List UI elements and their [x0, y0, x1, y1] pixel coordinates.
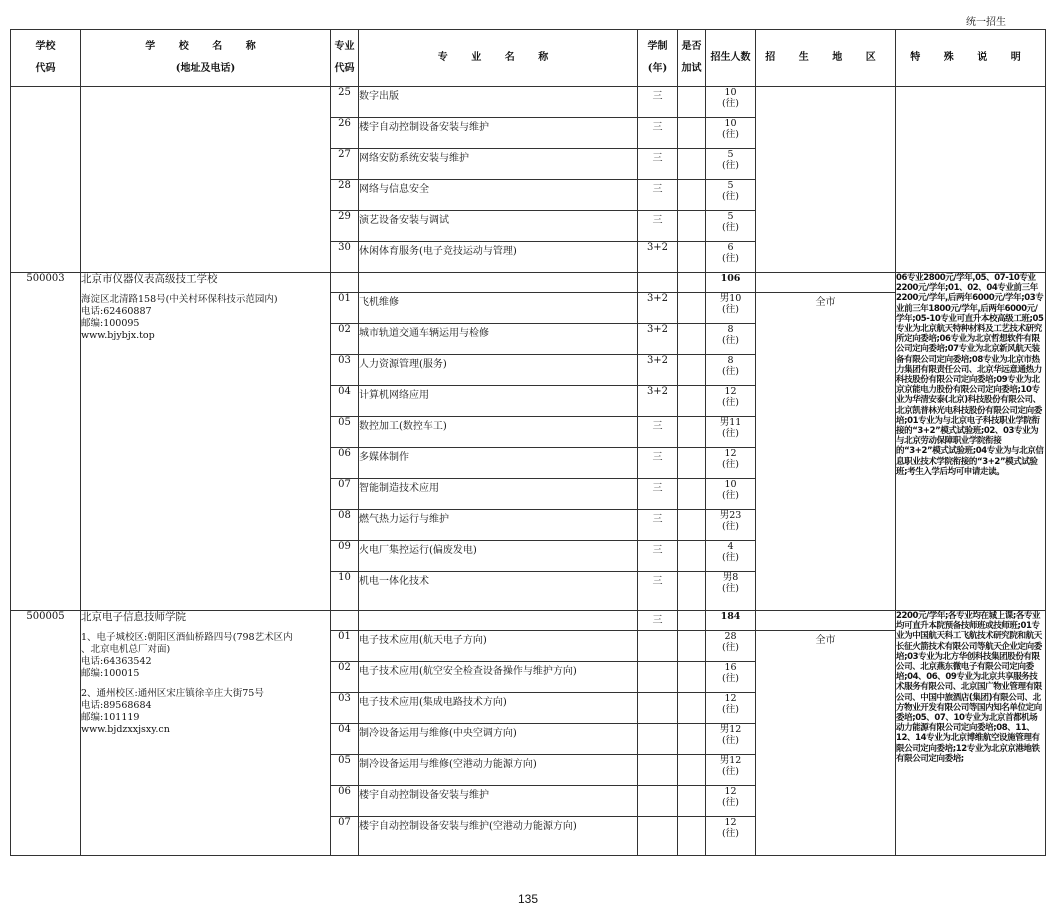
enrollment-number: 男23	[719, 510, 742, 521]
major-code: 06	[331, 786, 359, 817]
admissions-table	[10, 29, 1046, 856]
header-school-name: 学 校 名 称 (地址及电话)	[81, 30, 331, 87]
enrollment-unit: (往)	[722, 552, 739, 563]
enrollment-count	[706, 693, 756, 724]
enrollment-unit: (往)	[722, 735, 739, 746]
enrollment-count	[706, 662, 756, 693]
enrollment-count	[706, 324, 756, 355]
study-years: 3+2	[638, 242, 678, 273]
enrollment-count	[706, 448, 756, 479]
major-name: 计算机网络应用	[359, 386, 638, 417]
study-years: 三	[638, 180, 678, 211]
major-name: 网络与信息安全	[359, 180, 638, 211]
major-name: 智能制造技术应用	[359, 479, 638, 510]
enrollment-count	[706, 541, 756, 572]
study-years: 3+2	[638, 293, 678, 324]
special-notes: 06专业2800元/学年,05、07-10专业2200元/学年;01、02、04专业前三年2200元/学年,后两年6000元/学年;03专业前三年1800元/学年,后两年6000元/学年;05-10专业可直升本校高级工班;05专业为北京航天特种材料及工艺技术研究所定向委培;06专业为北京哲想软件有限公司定向委培;07专业为北京新风航天装备有限公司定向委培;08专业为北京市热力集团有限责任公司、北京华远意通热力科技股份有限公司定向委培;09专业为北京京能电力股份有限公司定向委培;10专业为华清安泰(北京)科技股份有限公司、北京凯普林光电科技股份有限公司定向委培;01专业为与北京电子科技职业学院衔接的“3+2”模式试验班;02、03专业为与北京劳动保障职业学院衔接的“3+2”模式试验班;04专业为与北京信息职业技术学院衔接的“3+2”模式试验班;考生入学后均可申请走读。	[896, 273, 1046, 611]
major-name: 燃气热力运行与维护	[359, 510, 638, 541]
extra-exam-cell	[678, 662, 706, 693]
enrollment-count	[706, 293, 756, 324]
extra-exam-cell	[678, 149, 706, 180]
region-cell	[756, 611, 896, 631]
enrollment-number: 男10	[719, 293, 742, 304]
major-code: 02	[331, 324, 359, 355]
address-line: 邮编:100015	[81, 668, 140, 679]
extra-exam-cell	[678, 293, 706, 324]
header-region: 招 生 地 区	[756, 30, 896, 87]
extra-exam-cell	[678, 355, 706, 386]
major-name: 休闲体育服务(电子竞技运动与管理)	[359, 242, 638, 273]
major-code: 29	[331, 211, 359, 242]
major-code: 28	[331, 180, 359, 211]
enrollment-count	[706, 87, 756, 118]
study-years: 3+2	[638, 324, 678, 355]
study-years: 3+2	[638, 355, 678, 386]
extra-exam-cell	[678, 631, 706, 662]
major-name: 制冷设备运用与维修(中央空调方向)	[359, 724, 638, 755]
school-code-cell	[11, 87, 81, 273]
major-name: 楼宇自动控制设备安装与维护(空港动力能源方向)	[359, 817, 638, 856]
enrollment-unit: (往)	[722, 191, 739, 202]
campus-info	[81, 688, 330, 736]
enrollment-unit: (往)	[722, 583, 739, 594]
enrollment-number: 6	[727, 242, 734, 253]
notes-cell	[896, 87, 1046, 273]
extra-exam-cell	[678, 693, 706, 724]
extra-exam-cell	[678, 510, 706, 541]
enrollment-unit: (往)	[722, 704, 739, 715]
table-header	[11, 30, 1046, 87]
header-major-name: 专 业 名 称	[359, 30, 638, 87]
campus-info	[81, 294, 330, 342]
major-name: 电子技术应用(集成电路技术方向)	[359, 693, 638, 724]
major-code: 26	[331, 118, 359, 149]
extra-exam-cell	[678, 755, 706, 786]
major-name: 飞机维修	[359, 293, 638, 324]
enrollment-region: 全市	[756, 631, 896, 856]
address-line: 2、通州校区:通州区宋庄镇徐辛庄大街75号	[81, 688, 264, 699]
address-line: 1、电子城校区:朝阳区酒仙桥路四号(798艺术区内	[81, 632, 293, 643]
study-years	[638, 724, 678, 755]
major-code: 03	[331, 693, 359, 724]
extra-exam-cell	[678, 572, 706, 611]
enrollment-number: 男12	[719, 755, 742, 766]
major-code: 03	[331, 355, 359, 386]
table-row	[11, 87, 1046, 118]
address-line: 海淀区北清路158号(中关村环保科技示范园内)	[81, 294, 278, 305]
study-years: 三	[638, 149, 678, 180]
address-line: 电话:89568684	[81, 700, 152, 711]
major-name: 数控加工(数控车工)	[359, 417, 638, 448]
enrollment-number: 8	[727, 355, 734, 366]
enrollment-number: 5	[727, 149, 734, 160]
top-note: 统一招生	[966, 17, 1006, 28]
enrollment-count	[706, 211, 756, 242]
enrollment-region: 全市	[756, 293, 896, 611]
extra-exam-cell	[678, 180, 706, 211]
major-name: 电子技术应用(航空安全检查设备操作与维护方向)	[359, 662, 638, 693]
study-years: 三	[638, 572, 678, 611]
header-extra-exam: 是否 加试	[678, 30, 706, 87]
enrollment-number: 男12	[719, 724, 742, 735]
major-code: 10	[331, 572, 359, 611]
major-code-empty	[331, 273, 359, 293]
school-name: 北京电子信息技师学院	[81, 611, 186, 623]
extra-exam-cell	[678, 724, 706, 755]
total-enrollment: 184	[706, 611, 756, 631]
enrollment-unit: (往)	[722, 129, 739, 140]
enrollment-count	[706, 572, 756, 611]
enrollment-unit: (往)	[722, 490, 739, 501]
enrollment-count	[706, 149, 756, 180]
header-enrollment: 招生人数	[706, 30, 756, 87]
enrollment-unit: (往)	[722, 253, 739, 264]
extra-exam-cell	[678, 817, 706, 856]
enrollment-number: 12	[724, 817, 737, 828]
major-code: 08	[331, 510, 359, 541]
extra-exam-cell	[678, 87, 706, 118]
region-cell	[756, 87, 896, 273]
major-name-empty	[359, 611, 638, 631]
enrollment-unit: (往)	[722, 366, 739, 377]
school-info	[81, 611, 331, 856]
extra-exam-cell	[678, 541, 706, 572]
special-notes: 2200元/学年;各专业均在城上课;各专业均可直升本院预备技师班或技师班;01专业为中国航天科工飞航技术研究院和航天长征火箭技术有限公司等航天企业定向委培;03专业为北方华创科技集团股份有限公司、北京燕东微电子有限公司定向委培;04、06、09专业为北京共享服务技术服务有限公司、北京国广物业管理有限公司、中国中旅酒店(集团)有限公司、北方物业开发有限公司等国内知名单位定向委培;05、07、10专业为北京首都机场动力能源有限公司定向委培;08、11、12、14专业为北京博维航空设施管理有限公司定向委培;12专业为北京京港地铁有限公司定向委培;	[896, 611, 1046, 856]
major-code: 06	[331, 448, 359, 479]
enrollment-unit: (往)	[722, 98, 739, 109]
enrollment-number: 男11	[719, 417, 742, 428]
page-number: 135	[517, 892, 539, 906]
extra-exam-cell	[678, 479, 706, 510]
enrollment-number: 12	[724, 386, 737, 397]
study-years	[638, 755, 678, 786]
enrollment-number: 10	[724, 479, 737, 490]
enrollment-number: 28	[724, 631, 737, 642]
study-years	[638, 693, 678, 724]
enrollment-count	[706, 386, 756, 417]
enrollment-unit: (往)	[722, 160, 739, 171]
extra-exam-cell	[678, 324, 706, 355]
major-name: 楼宇自动控制设备安装与维护	[359, 786, 638, 817]
enrollment-count	[706, 755, 756, 786]
campus-info	[81, 632, 330, 680]
school-info	[81, 273, 331, 611]
study-years: 三	[638, 448, 678, 479]
study-years	[638, 817, 678, 856]
header-years: 学制 (年)	[638, 30, 678, 87]
major-name: 电子技术应用(航天电子方向)	[359, 631, 638, 662]
address-line: 、北京电机总厂对面)	[81, 644, 171, 655]
study-years: 三	[638, 541, 678, 572]
study-years	[638, 786, 678, 817]
major-name: 多媒体制作	[359, 448, 638, 479]
enrollment-count	[706, 180, 756, 211]
table-body	[11, 87, 1046, 856]
enrollment-number: 12	[724, 693, 737, 704]
enrollment-count	[706, 724, 756, 755]
major-code: 04	[331, 724, 359, 755]
header-major-code: 专业 代码	[331, 30, 359, 87]
enrollment-number: 4	[727, 541, 734, 552]
major-name: 机电一体化技术	[359, 572, 638, 611]
major-name: 楼宇自动控制设备安装与维护	[359, 118, 638, 149]
school-name: 北京市仪器仪表高级技工学校	[81, 273, 218, 285]
address-line: 电话:62460887	[81, 306, 152, 317]
major-code: 05	[331, 755, 359, 786]
extra-exam-cell	[678, 211, 706, 242]
school-info-cell	[81, 87, 331, 273]
major-name: 火电厂集控运行(偏废发电)	[359, 541, 638, 572]
region-cell	[756, 273, 896, 293]
major-code: 01	[331, 293, 359, 324]
major-code: 05	[331, 417, 359, 448]
major-name: 数字出版	[359, 87, 638, 118]
enrollment-number: 12	[724, 448, 737, 459]
study-years	[638, 631, 678, 662]
major-code: 09	[331, 541, 359, 572]
major-code: 27	[331, 149, 359, 180]
school-total-row	[11, 611, 1046, 631]
study-years	[638, 662, 678, 693]
enrollment-number: 12	[724, 786, 737, 797]
enrollment-count	[706, 786, 756, 817]
enrollment-number: 16	[724, 662, 737, 673]
enrollment-count	[706, 355, 756, 386]
total-years	[638, 273, 678, 293]
enrollment-unit: (往)	[722, 797, 739, 808]
enrollment-number: 5	[727, 180, 734, 191]
major-code: 30	[331, 242, 359, 273]
major-name: 城市轨道交通车辆运用与检修	[359, 324, 638, 355]
major-code-empty	[331, 611, 359, 631]
total-years: 三	[638, 611, 678, 631]
enrollment-unit: (往)	[722, 222, 739, 233]
extra-exam-cell	[678, 611, 706, 631]
extra-exam-cell	[678, 273, 706, 293]
extra-exam-cell	[678, 118, 706, 149]
address-line: www.bjdzxxjsxy.cn	[81, 724, 170, 735]
major-name: 演艺设备安装与调试	[359, 211, 638, 242]
address-line: 邮编:101119	[81, 712, 140, 723]
enrollment-unit: (往)	[722, 766, 739, 777]
enrollment-count	[706, 118, 756, 149]
study-years: 三	[638, 87, 678, 118]
extra-exam-cell	[678, 448, 706, 479]
school-code: 500003	[11, 273, 81, 611]
header-school-code: 学校 代码	[11, 30, 81, 87]
enrollment-unit: (往)	[722, 304, 739, 315]
study-years: 三	[638, 211, 678, 242]
extra-exam-cell	[678, 417, 706, 448]
enrollment-unit: (往)	[722, 459, 739, 470]
header-notes: 特 殊 说 明	[896, 30, 1046, 87]
enrollment-number: 10	[724, 118, 737, 129]
address-line: 电话:64363542	[81, 656, 152, 667]
enrollment-number: 10	[724, 87, 737, 98]
major-name: 网络安防系统安装与维护	[359, 149, 638, 180]
major-name: 制冷设备运用与维修(空港动力能源方向)	[359, 755, 638, 786]
study-years: 三	[638, 510, 678, 541]
major-name: 人力资源管理(服务)	[359, 355, 638, 386]
enrollment-unit: (往)	[722, 335, 739, 346]
address-line: 邮编:100095	[81, 318, 140, 329]
extra-exam-cell	[678, 786, 706, 817]
enrollment-count	[706, 242, 756, 273]
major-code: 07	[331, 479, 359, 510]
enrollment-count	[706, 510, 756, 541]
study-years: 三	[638, 417, 678, 448]
enrollment-count	[706, 817, 756, 856]
major-code: 01	[331, 631, 359, 662]
enrollment-number: 8	[727, 324, 734, 335]
address-line: www.bjybjx.top	[81, 330, 155, 341]
major-code: 04	[331, 386, 359, 417]
enrollment-unit: (往)	[722, 673, 739, 684]
school-total-row	[11, 273, 1046, 293]
school-code: 500005	[11, 611, 81, 856]
enrollment-unit: (往)	[722, 828, 739, 839]
enrollment-unit: (往)	[722, 397, 739, 408]
enrollment-unit: (往)	[722, 428, 739, 439]
enrollment-number: 男8	[722, 572, 739, 583]
major-code: 07	[331, 817, 359, 856]
extra-exam-cell	[678, 242, 706, 273]
major-code: 02	[331, 662, 359, 693]
enrollment-unit: (往)	[722, 642, 739, 653]
major-name-empty	[359, 273, 638, 293]
study-years: 三	[638, 118, 678, 149]
extra-exam-cell	[678, 386, 706, 417]
total-enrollment: 106	[706, 273, 756, 293]
enrollment-count	[706, 631, 756, 662]
study-years: 三	[638, 479, 678, 510]
major-code: 25	[331, 87, 359, 118]
study-years: 3+2	[638, 386, 678, 417]
enrollment-count	[706, 479, 756, 510]
enrollment-unit: (往)	[722, 521, 739, 532]
enrollment-count	[706, 417, 756, 448]
enrollment-number: 5	[727, 211, 734, 222]
